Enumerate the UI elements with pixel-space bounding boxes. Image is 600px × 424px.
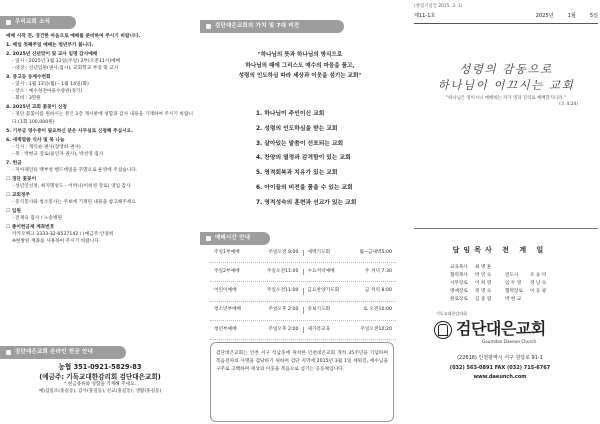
notice-detail: - 일시 : 2025년 1월 12일(주일) 2부(오전11시)예배 xyxy=(12,59,121,65)
service-time: 금 저녁 8:00 xyxy=(364,288,392,294)
church-intro: 검단대은교회는 인천 서구 석남동에 위치한 인천대은교회 개척 35주년을 기념하며 복음전파의 사명을 감당하기 위하여 검단 지역에 2015년 3월 1일 세워진, 예수님을 구주로 고백하며 세상과 이웃을 복음으로 섬기는 공동체입니다. xyxy=(210,342,394,422)
worship-cell xyxy=(210,327,303,333)
issue-number: 제11-1호 xyxy=(414,13,436,19)
worship-cell xyxy=(210,288,303,294)
online-giving-header-label: 검단대은교회 온라인 헌금 안내 xyxy=(15,348,94,355)
service-name: 새벽기도회 xyxy=(307,249,331,255)
notices-header-label: 우리교회 소식 xyxy=(15,18,51,25)
issue-month: 1월 xyxy=(567,13,576,19)
notice-item xyxy=(6,137,194,158)
notice-item xyxy=(6,224,194,245)
worship-row xyxy=(210,302,396,321)
issue-date xyxy=(536,13,598,20)
service-time: 주일오전11:00 xyxy=(266,288,299,294)
issue-line xyxy=(414,13,598,20)
worship-row xyxy=(210,282,396,301)
notices-header xyxy=(0,16,76,29)
service-name: 수요저녁예배 xyxy=(307,269,335,275)
notice-title: 2. 2025년 신년맞이 및 교사 임명 감사예배 xyxy=(6,52,98,58)
vision-item: 4. 찬양의 열정과 감격함이 있는 교회 xyxy=(256,155,351,162)
notice-title: ☐ 교회정주 xyxy=(6,192,30,198)
staff-role: 시무장로 xyxy=(450,281,468,287)
staff-role: 임 두 영 xyxy=(505,281,522,287)
service-name: 청년부예배 xyxy=(214,326,237,332)
notice-title: 6. 새벽말씀 식사 및 목 나눔 xyxy=(6,137,65,143)
service-name: 새가족교육 xyxy=(307,326,331,332)
bullet-icon xyxy=(206,24,211,29)
notice-title: 1. 매일 첫째주일 예배는 청년부가 봅니다. xyxy=(6,43,94,49)
vision-item: 7. 영적성숙의 훈련과 선교가 있는 교회 xyxy=(256,199,357,206)
notice-title: 3. 중고등 동계수련회 xyxy=(6,75,51,81)
issue-day: 5일 xyxy=(589,13,598,19)
church-english-name: Goumdan Daeeun Church xyxy=(482,339,537,344)
staff-name: 조 숭 미 xyxy=(530,273,547,279)
bank-account: 농협 351-0921-5829-83 xyxy=(58,363,142,371)
giving-example: 예)십일조(홍길동), 감사(홍길동), 선교(홍길동), 생활(홍길동) xyxy=(38,388,162,394)
staff-row xyxy=(450,264,560,272)
notice-item xyxy=(6,128,194,135)
contact-info xyxy=(400,354,600,383)
staff-role: 협력장로 xyxy=(505,289,523,295)
notice-item xyxy=(6,42,194,49)
service-time: 주일오전11:00 xyxy=(266,269,299,275)
staff-name: 정 명 숙 xyxy=(475,289,492,295)
service-name: 금요찬양기도회 xyxy=(307,288,340,294)
worship-cell xyxy=(210,250,303,256)
notice-item xyxy=(6,160,194,174)
bullet-icon xyxy=(6,20,11,25)
vision-item: 5. 영적회복과 치유가 있는 교회 xyxy=(256,170,338,177)
bullet-icon xyxy=(206,236,211,241)
divider xyxy=(414,228,598,229)
notice-title: ☐ 경단 꽃꽂이 xyxy=(6,176,37,182)
issue-year: 2025년 xyxy=(535,13,554,19)
sermon-title-block xyxy=(414,62,598,108)
staff-name: 최 명 훈 xyxy=(475,265,492,270)
vision-quote-line: 성령의 인도하심 따라 세상과 이웃을 섬기는 교회" xyxy=(238,73,362,80)
worship-row xyxy=(210,263,396,282)
vision-quote-line: "하나님의 뜻과 하나님의 방식으로 xyxy=(257,52,343,58)
sermon-title-line: 성령의 감동으로 xyxy=(459,62,553,76)
service-time: 월~금새벽5:00 xyxy=(359,249,392,255)
vision-item: 6. 아이들의 비전을 품을 수 있는 교회 xyxy=(256,184,353,191)
notice-title: ☐ 입원 xyxy=(6,209,21,215)
account-holder: (예금주: 기독교대한감리회 검단대은교회) xyxy=(39,372,161,381)
notices-list xyxy=(6,33,194,247)
church-website[interactable]: www.daeunch.com xyxy=(473,374,527,380)
vision-item: 3. 살아있는 말씀이 선포되는 교회 xyxy=(256,140,344,147)
staff-role xyxy=(505,264,530,272)
notice-detail: - 일시 : 1월 13일(월) - 1월 14일(화) xyxy=(12,82,89,88)
notice-detail: - 성년연선정, 최지명성도 - 어머니(이희영 장로) 영입 감사 xyxy=(12,183,131,189)
staff-name xyxy=(530,264,560,272)
notice-detail: - 지아제인터 백부청 핸드데일을 꾸몄으로 운영에 주셨습니다. xyxy=(12,167,138,173)
notice-item xyxy=(6,74,194,102)
service-name: 주일2부예배 xyxy=(214,269,240,275)
notice-item xyxy=(6,51,194,72)
vision-quote-line: 하나님의 때에 그리스도 예수의 마음을 품고, xyxy=(245,62,355,69)
notice-item xyxy=(6,104,194,125)
service-time: 주일오전10:20 xyxy=(360,326,392,332)
worship-table xyxy=(210,244,396,340)
staff-row xyxy=(450,280,560,288)
worship-header-label: 예배시간 안내 xyxy=(215,234,251,241)
church-logo-icon xyxy=(434,321,452,339)
staff-name: 김 중 엽 xyxy=(475,297,492,303)
notice-detail: - 대상 : 신년임원(권사,집사), 교회학교 부장 및 교사 xyxy=(12,66,119,72)
service-time: 주일오전 9:00 xyxy=(268,249,299,255)
worship-cell xyxy=(303,269,397,275)
denomination: 기독교대한감리회 xyxy=(436,311,467,316)
notice-title: 예배 시작 전, 경건한 마음으로 예배를 준비하여 주시기 바랍니다. xyxy=(6,34,141,39)
notice-title: 5. 기부금 영수증이 필요하신 분은 사무실로 신청해 주십시오. xyxy=(6,128,133,134)
senior-pastor: 담임목사 전 계 일 xyxy=(452,246,548,254)
notice-title: 7. 헌금 xyxy=(6,160,22,166)
staff-name: 이 희 영 xyxy=(475,281,492,287)
staff-role: 협력목사 xyxy=(450,273,468,279)
service-name: 주일1부예배 xyxy=(214,249,240,255)
notice-item xyxy=(6,208,194,222)
online-giving-header xyxy=(0,346,126,359)
vision-header-label: 검단대은교회의 가치 및 7대 비전 xyxy=(215,22,300,29)
notice-detail: ※현방된 계좌를 사용하여 주시기 바랍니다. xyxy=(12,239,101,245)
staff-role: 원로장로 xyxy=(450,297,468,303)
staff-role: 교육목사 xyxy=(450,265,468,270)
notice-detail: - 식사 : 재익순 권사(장영하 권사) xyxy=(12,144,81,150)
church-name: 검단대은교회 xyxy=(456,319,546,338)
founding-date: (창립기념일 2015. 3. 1) xyxy=(414,4,463,9)
bullet-icon xyxy=(6,350,11,355)
service-name: 청소년부예배 xyxy=(214,307,242,313)
church-address: (22616) 인천광역시 서구 원당로 91-1 xyxy=(457,355,543,361)
worship-cell xyxy=(210,269,303,275)
notice-detail: 카카오뱅크 3333-32-6537142 / (예금주:안경희 xyxy=(12,232,114,238)
notice-item xyxy=(6,192,194,206)
worship-cell xyxy=(210,307,303,313)
service-time: 주 저녁 7:30 xyxy=(364,269,392,275)
divider xyxy=(414,23,598,24)
vision-header xyxy=(200,20,344,33)
notice-item xyxy=(6,176,194,190)
notice-item xyxy=(6,33,194,40)
vision-item: 2. 성령의 인도하심을 받는 교회 xyxy=(256,125,338,132)
service-time: 토 오전10:00 xyxy=(363,307,392,313)
vision-quote xyxy=(200,50,400,82)
vision-list xyxy=(256,107,396,210)
worship-cell xyxy=(303,307,397,313)
staff-name: 정 남 숙 xyxy=(530,281,547,287)
sermon-ref: (요 4:24) xyxy=(559,101,578,107)
cover-column xyxy=(400,0,600,424)
notice-detail: - 장소 : 예수성전마을수양관(경기) xyxy=(12,89,83,95)
staff-role: 박 현 교 xyxy=(505,297,522,303)
notice-detail: - 회비 : 3만원 xyxy=(12,96,41,102)
online-giving-info xyxy=(0,363,200,395)
sermon-verse: "하나님은 영이시니 예배하는 자가 영과 진리로 예배할지니라." xyxy=(446,96,566,102)
service-name: 중보기도회 xyxy=(307,307,331,313)
staff-list xyxy=(450,264,560,304)
vision-item: 1. 하나님이 주인이신 교회 xyxy=(256,111,325,117)
staff-row xyxy=(450,272,560,280)
worship-row xyxy=(210,321,396,340)
notice-detail: - 목 : 박현교 장로(윤인자 권사), 박선영 집사 xyxy=(12,151,104,157)
worship-cell xyxy=(303,250,397,256)
service-name: 어린이예배 xyxy=(214,288,237,294)
sermon-title-line: 하나님이 이끄시는 교회 xyxy=(437,77,575,92)
vision-column xyxy=(200,0,400,424)
notice-detail: - 경단 꽃꽂이를 원하시는 분은 1층 게시판에 성함과 감사 내용을 기재하여 주시기 바랍니다.(1회 100,000원) xyxy=(12,112,194,125)
staff-role: 명예장로 xyxy=(450,289,468,295)
staff-role: 전도사 xyxy=(505,273,519,279)
worship-cell xyxy=(303,327,397,333)
notice-title: ☐ 종이헌금제 계좌번호 xyxy=(6,225,55,231)
church-phone: (032) 563-0891 FAX (032) 715-6767 xyxy=(449,364,551,371)
staff-row xyxy=(450,296,560,304)
notice-detail: - 중식봉사와 청소봉사는 주보에 기재된 내용을 참고해주세요 xyxy=(12,199,136,205)
staff-name: 이 동 광 xyxy=(530,289,547,295)
worship-row xyxy=(210,244,396,263)
notice-detail: - 전재숙 집사 / 노송병원 xyxy=(12,216,62,222)
notice-title: 4. 2025년 교회 꽃꽂이 신청 xyxy=(6,105,67,111)
service-time: 주일오후 2:00 xyxy=(268,326,299,332)
worship-cell xyxy=(303,288,397,294)
staff-row xyxy=(450,288,560,296)
service-time: 주일오후 2:00 xyxy=(268,307,299,313)
notices-column xyxy=(0,0,200,424)
staff-name: 박 연 숙 xyxy=(475,273,492,279)
staff-name xyxy=(530,296,560,304)
giving-note: * 헌금종류와 성함을 기재해 주세요. xyxy=(64,382,136,388)
